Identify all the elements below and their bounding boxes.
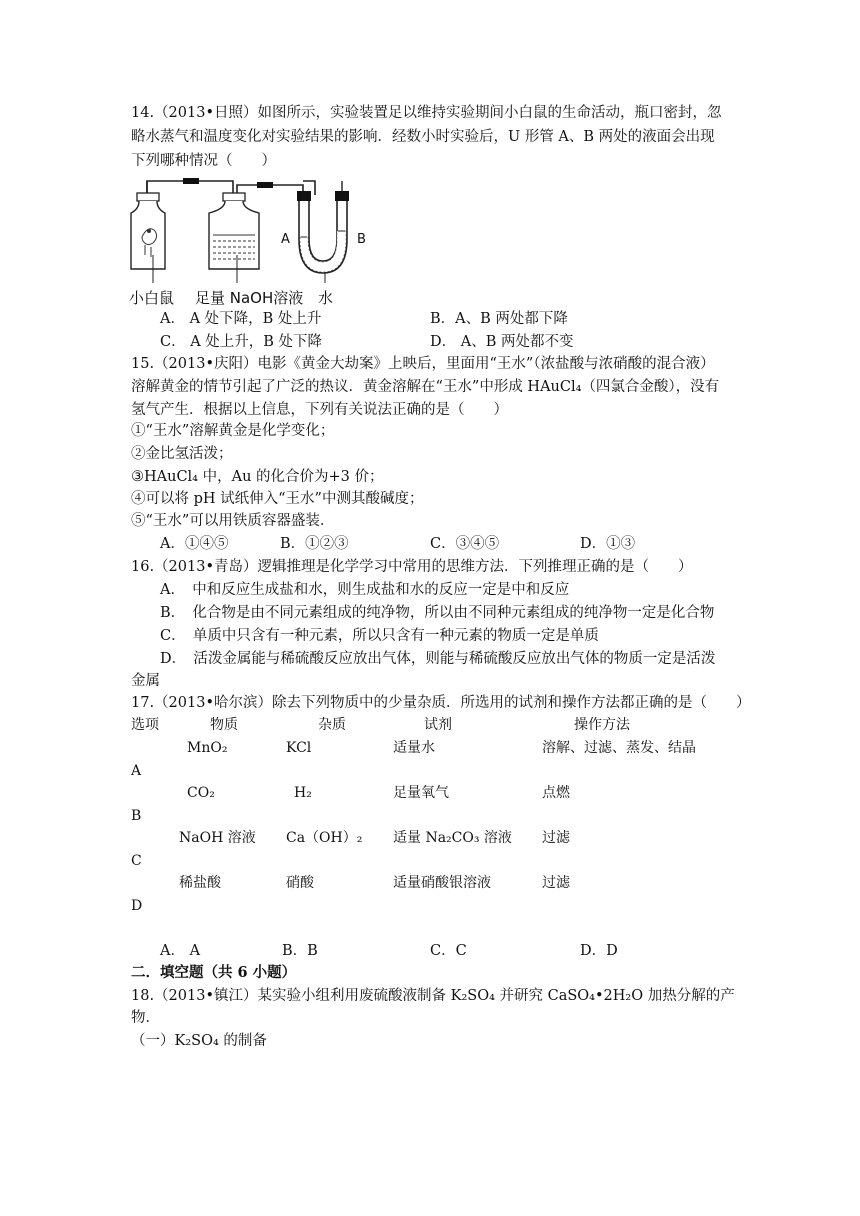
label-naoh: 足量 NaOH溶液 — [195, 289, 304, 307]
section-title: 二．填空题（共 6 小题） — [131, 964, 297, 981]
row-d-key: D — [131, 898, 143, 914]
q15-statement-4: ④可以将 pH 试纸伸入“王水”中测其酸碱度； — [131, 491, 424, 507]
q16-stem: 16.（2013•青岛）逻辑推理是化学学习中常用的思维方法．下列推理正确的是（ ） — [131, 559, 693, 575]
q15-option-d: D．①③ — [580, 536, 636, 552]
q14-stem-line-1: 14.（2013•日照）如图所示，实验装置足以维持实验期间小白鼠的生命活动，瓶口密封，忽 — [131, 105, 722, 121]
table-header-method: 操作方法 — [574, 717, 630, 733]
row-c-impurity: Ca（OH）₂ — [286, 830, 363, 846]
row-c-key: C — [131, 853, 142, 869]
table-header-option: 选项 — [131, 717, 159, 733]
label-b: B — [357, 232, 366, 247]
row-d-impurity: 硝酸 — [286, 875, 314, 891]
q16-option-a: A． 中和反应生成盐和水，则生成盐和水的反应一定是中和反应 — [160, 582, 570, 598]
q17-option-c: C．C — [430, 943, 467, 959]
q14-option-b: B．A、B 两处都下降 — [430, 311, 568, 327]
q17-option-d: D．D — [580, 943, 618, 959]
label-mouse: 小白鼠 — [129, 289, 175, 307]
row-c-method: 过滤 — [542, 830, 570, 846]
row-c-reagent: 适量 Na₂CO₃ 溶液 — [393, 830, 512, 846]
q15-option-a: A．①④⑤ — [160, 536, 229, 552]
row-a-impurity: KCl — [286, 740, 312, 756]
label-water: 水 — [318, 289, 334, 307]
row-a-method: 溶解、过滤、蒸发、结晶 — [542, 740, 696, 756]
q15-statement-3: ③HAuCl₄ 中，Au 的化合价为+3 价； — [131, 469, 384, 485]
q18-stem-line-1: 18.（2013•镇江）某实验小组利用废硫酸液制备 K₂SO₄ 并研究 CaSO₄•2H₂O 加热分解的产 — [131, 988, 735, 1004]
q15-stem-line-3: 氢气产生．根据以上信息，下列有关说法正确的是（ ） — [131, 402, 508, 418]
label-a: A — [281, 232, 290, 247]
table-header-reagent: 试剂 — [424, 717, 452, 733]
q17-stem: 17.（2013•哈尔滨）除去下列物质中的少量杂质．所选用的试剂和操作方法都正确的是（ ） — [131, 695, 751, 711]
row-b-reagent: 足量氧气 — [393, 785, 449, 801]
row-d-substance: 稀盐酸 — [179, 875, 221, 891]
row-a-substance: MnO₂ — [187, 740, 228, 756]
u-tube — [297, 181, 349, 283]
q14-option-d: D． A、B 两处都不变 — [430, 334, 574, 350]
apparatus-figure — [125, 173, 385, 313]
tube-connector-2 — [257, 182, 273, 188]
q17-option-b: B．B — [282, 943, 318, 959]
q17-option-a: A． A — [160, 943, 201, 959]
row-d-method: 过滤 — [542, 875, 570, 891]
row-b-substance: CO₂ — [187, 785, 215, 801]
q15-statement-1: ①“王水”溶解黄金是化学变化； — [131, 423, 335, 439]
q15-stem-line-1: 15.（2013•庆阳）电影《黄金大劫案》上映后，里面用“王水”（浓盐酸与浓硝酸的混合液） — [131, 356, 715, 372]
row-b-key: B — [131, 808, 142, 824]
row-b-method: 点燃 — [542, 785, 570, 801]
row-b-impurity: H₂ — [294, 785, 312, 801]
tube-connector-1 — [183, 178, 199, 184]
q18-stem-line-2: 物． — [131, 1010, 160, 1026]
table-header-substance: 物质 — [210, 717, 238, 733]
mouse-bottle — [131, 193, 165, 269]
row-c-substance: NaOH 溶液 — [179, 830, 256, 846]
table-header-impurity: 杂质 — [318, 717, 346, 733]
q16-option-c: C． 单质中只含有一种元素，所以只含有一种元素的物质一定是单质 — [160, 628, 599, 644]
q14-option-c: C． A 处上升，B 处下降 — [160, 334, 323, 350]
q15-stem-line-2: 溶解黄金的情节引起了广泛的热议．黄金溶解在“王水”中形成 HAuCl₄（四氯合金酸），没有 — [131, 379, 720, 395]
q15-statement-2: ②金比氢活泼； — [131, 446, 233, 462]
q15-option-b: B．①②③ — [280, 536, 349, 552]
row-d-reagent: 适量硝酸银溶液 — [393, 875, 491, 891]
q14-stem-line-3: 下列哪种情况（ ） — [131, 153, 276, 169]
q14-option-a: A． A 处下降，B 处上升 — [160, 311, 322, 327]
q14-stem-line-2: 略水蒸气和温度变化对实验结果的影响．经数小时实验后，U 形管 A、B 两处的液面会出现 — [131, 129, 715, 145]
naoh-bottle — [209, 193, 259, 269]
row-a-key: A — [131, 763, 142, 779]
q16-option-b: B． 化合物是由不同元素组成的纯净物，所以由不同种元素组成的纯净物一定是化合物 — [160, 605, 715, 621]
q15-statement-5: ⑤“王水”可以用铁质容器盛装． — [131, 513, 335, 529]
q16-option-d-continued: 金属 — [131, 673, 160, 689]
q16-option-d: D． 活泼金属能与稀硫酸反应放出气体，则能与稀硫酸反应放出气体的物质一定是活泼 — [160, 651, 716, 667]
row-a-reagent: 适量水 — [393, 740, 435, 756]
q18-subsection: （一）K₂SO₄ 的制备 — [131, 1033, 267, 1049]
q15-option-c: C．③④⑤ — [430, 536, 500, 552]
